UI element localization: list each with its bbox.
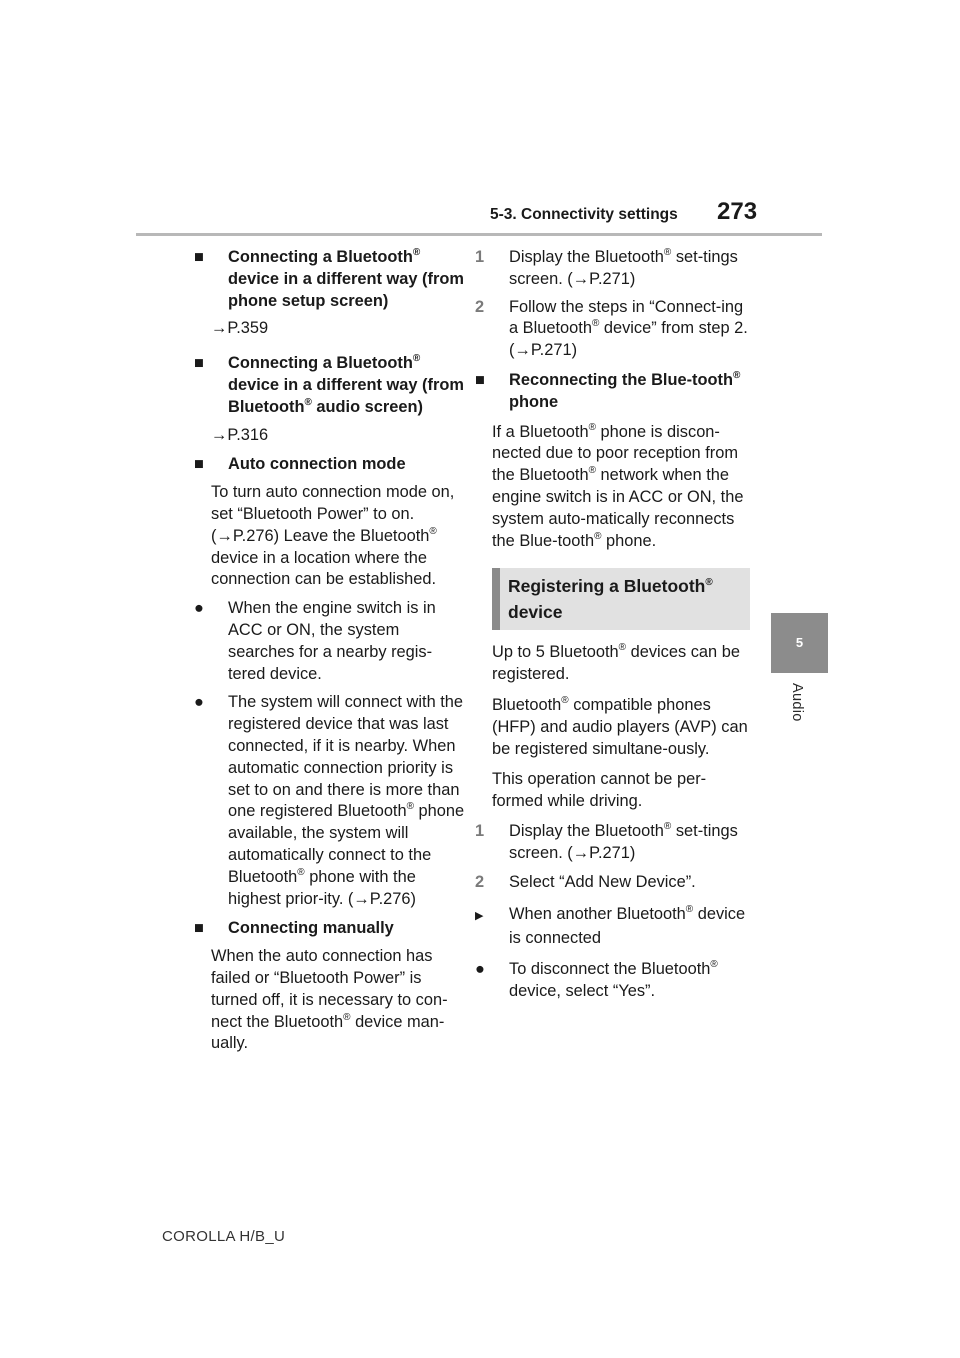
- heading-reconnecting: ■ Reconnecting the Blue-tooth® phone: [475, 369, 741, 411]
- step-number: 2: [475, 872, 485, 891]
- heading-auto-connection: ■ Auto connection mode: [211, 454, 466, 476]
- driving-restriction-text: This operation cannot be per-formed while driving.: [492, 770, 707, 811]
- left-column: [194, 247, 466, 1055]
- square-bullet-icon: ■: [194, 919, 204, 938]
- heading-connect-phone-setup: ■ Connecting a Bluetooth® device in a different way (from phone setup screen): [194, 247, 464, 310]
- step-number: 1: [475, 248, 485, 266]
- ref-p359[interactable]: →P.359: [211, 319, 269, 338]
- step-2-add-new-device: 2 Select “Add New Device”.: [492, 872, 750, 894]
- square-bullet-icon: ■: [194, 248, 204, 266]
- auto-connection-text: To turn auto connection mode on, set “Bluetooth Power” to on. (→P.276) Leave the Bluetooth® device in a location where the connection can be established.: [211, 483, 455, 589]
- bullet-dot-icon: ●: [194, 693, 204, 712]
- right-column: [475, 247, 750, 1003]
- chapter-tab[interactable]: 5: [771, 613, 828, 673]
- bullet-engine-switch: ● When the engine switch is in ACC or ON, the system searches for a nearby regis-tered device.: [194, 599, 436, 683]
- step-1-display-settings: 1 Display the Bluetooth® set-tings screen. (→P.271): [475, 247, 738, 288]
- step-number: 1: [475, 821, 485, 840]
- heading-connecting-manually: ■ Connecting manually: [211, 918, 466, 940]
- chapter-tab-label: Audio: [789, 683, 805, 722]
- section-title: 5-3. Connectivity settings: [490, 206, 678, 223]
- registering-limit-text: Up to 5 Bluetooth® devices can be registered.: [492, 642, 740, 684]
- ref-p316[interactable]: →P.316: [211, 425, 269, 444]
- bullet-system-connect: ● The system will connect with the registered device that was last connected, if it is nearby. When automatic connection priority is set to on and there is more than one registered Bluetooth® phone available, the system will automatically connect to the Bluetooth® phone with the highest prior-ity. (→P.276): [194, 693, 465, 908]
- header-divider: [136, 233, 822, 236]
- step-1-display-settings-2: 1 Display the Bluetooth® set-tings screen. (→P.271): [475, 820, 738, 862]
- square-bullet-icon: ■: [194, 455, 204, 474]
- square-bullet-icon: ■: [475, 370, 485, 389]
- heading-connect-audio-screen: ■ Connecting a Bluetooth® device in a different way (from Bluetooth® audio screen): [194, 353, 464, 416]
- bullet-dot-icon: ●: [475, 959, 485, 978]
- condition-another-device: ▶ When another Bluetooth® device is connected: [475, 904, 746, 948]
- bullet-disconnect: ● To disconnect the Bluetooth® device, select “Yes”.: [475, 958, 718, 1000]
- footer-model: COROLLA H/B_U: [162, 1228, 286, 1245]
- page-number: 273: [717, 198, 758, 225]
- triangle-arrow-icon: ▶: [475, 910, 484, 923]
- bullet-dot-icon: ●: [194, 599, 204, 618]
- step-number: 2: [475, 297, 485, 316]
- manual-connection-text: When the auto connection has failed or “Bluetooth Power” is turned off, it is necessary to con-nect the Bluetooth® device man-ually.: [211, 947, 448, 1053]
- registering-section-heading: Registering a Bluetooth® device: [492, 568, 750, 630]
- step-2-follow-steps: 2 Follow the steps in “Connect-ing a Bluetooth® device” from step 2. (→P.271): [475, 297, 748, 360]
- reconnecting-text: If a Bluetooth® phone is discon-nected due to poor reception from the Bluetooth® network when the engine switch is in ACC or ON, the system auto-matically reconnects the Blue-tooth® phone.: [492, 421, 744, 550]
- square-bullet-icon: ■: [194, 354, 204, 373]
- compatible-devices-text: Bluetooth® compatible phones (HFP) and audio players (AVP) can be registered simultane-ously.: [492, 694, 748, 758]
